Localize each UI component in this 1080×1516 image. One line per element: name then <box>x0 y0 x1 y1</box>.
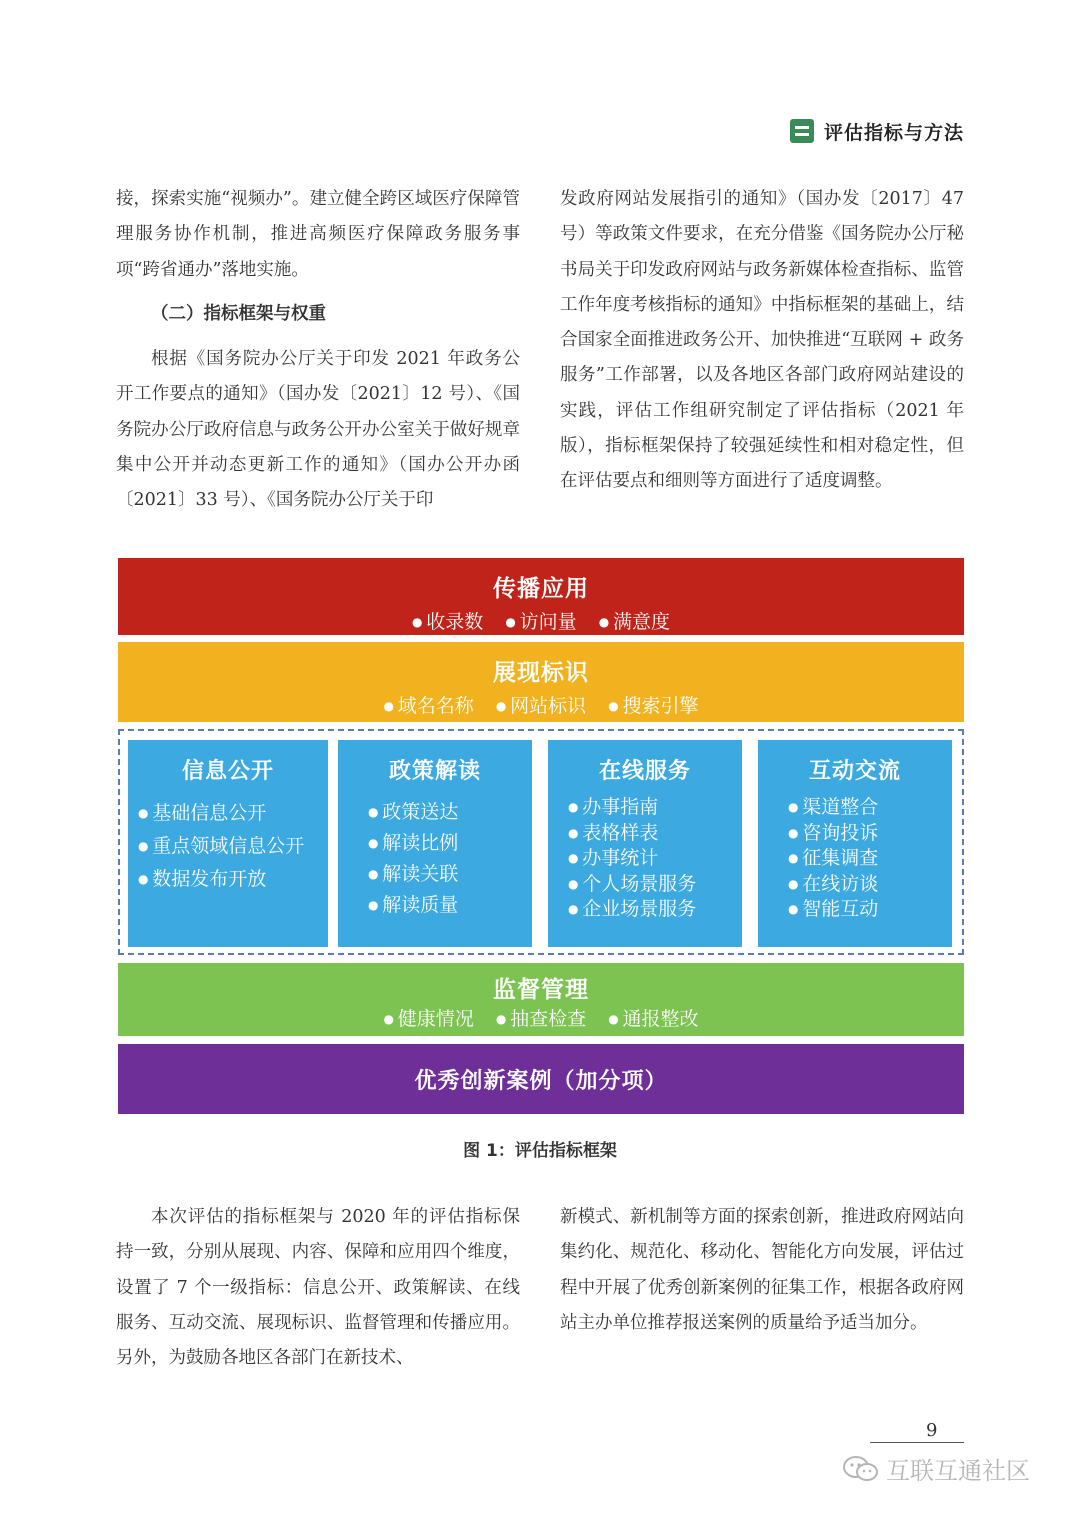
band-title: 优秀创新案例（加分项） <box>414 1069 668 1094</box>
card-item: ● 重点领域信息公开 <box>138 830 328 863</box>
section-number-icon <box>790 119 814 143</box>
card-list <box>548 795 742 923</box>
card-title: 在线服务 <box>598 759 691 784</box>
card-item: ● 解读质量 <box>368 890 532 921</box>
band-supervision <box>118 963 964 1036</box>
card-item: ● 智能互动 <box>788 897 952 923</box>
card-item: ● 个人场景服务 <box>568 872 742 898</box>
card-item: ● 政策送达 <box>368 797 532 828</box>
card-title: 信息公开 <box>181 759 274 784</box>
band-title: 监督管理 <box>493 977 589 1003</box>
band-items <box>118 607 964 634</box>
content-indicators-group <box>118 729 964 955</box>
right-column <box>560 182 964 500</box>
card-item: ● 咨询投诉 <box>788 821 952 847</box>
band-items <box>118 691 964 718</box>
band-dissemination <box>118 558 964 635</box>
card-item: ● 解读比例 <box>368 828 532 859</box>
watermark <box>842 1451 1030 1486</box>
band-item: ● 搜索引擎 <box>608 695 698 717</box>
card-item: ● 企业场景服务 <box>568 897 742 923</box>
card-list <box>338 797 532 921</box>
figure-caption: 图 1：评估指标框架 <box>463 1141 617 1161</box>
card-item: ● 数据发布开放 <box>138 863 328 896</box>
bottom-right-paragraph: 新模式、新机制等方面的探索创新，推进政府网站向集约化、规范化、移动化、智能化方向发展，评估过程中开展了优秀创新案例的征集工作，根据各政府网站主办单位推荐报送案例的质量给予适当加分。 <box>560 1207 964 1333</box>
band-item: ● 健康情况 <box>383 1008 473 1030</box>
page-number-rule <box>870 1442 964 1443</box>
card-list <box>128 797 328 896</box>
right-paragraph-1: 发政府网站发展指引的通知》（国办发〔2017〕47 号）等政策文件要求，在充分借鉴《国务院办公厅秘书局关于印发政府网站与政务新媒体检查指标、监管工作年度考核指标的通知》中指标框架的基础上，结合国家全面推进政务公开、加快推进“互联网 + 政务服务”工作部署，以及各地区各部门政府网站建设的实践，评估工作组研究制定了评估指标（2021 年版），指标框架保持了较强延续性和相对稳定性，但在评估要点和细则等方面进行了适度调整。 <box>560 189 964 492</box>
indicator-framework-figure <box>118 558 964 1114</box>
card-item: ● 解读关联 <box>368 859 532 890</box>
band-item: ● 收录数 <box>412 611 483 633</box>
wechat-icon <box>842 1455 880 1483</box>
card-item: ● 基础信息公开 <box>138 797 328 830</box>
card-policy-interpretation <box>338 740 532 947</box>
band-items <box>118 1004 964 1031</box>
card-item: ● 办事统计 <box>568 846 742 872</box>
left-paragraph-2: 根据《国务院办公厅关于印发 2021 年政务公开工作要点的通知》（国办发〔2021〕12 号）、《国务院办公厅政府信息与政务公开办公室关于做好规章集中公开并动态更新工作的通知》（国办公开办函〔2021〕33 号）、《国务院办公厅关于印 <box>116 349 520 511</box>
card-item: ● 在线访谈 <box>788 872 952 898</box>
band-item: ● 网站标识 <box>496 695 586 717</box>
card-title: 政策解读 <box>388 759 481 784</box>
card-info-disclosure <box>128 740 328 947</box>
card-item: ● 渠道整合 <box>788 795 952 821</box>
band-innovation-cases <box>118 1044 964 1114</box>
card-item: ● 征集调查 <box>788 846 952 872</box>
left-column <box>116 182 520 519</box>
card-item: ● 表格样表 <box>568 821 742 847</box>
card-item: ● 办事指南 <box>568 795 742 821</box>
band-title: 展现标识 <box>493 660 589 686</box>
band-item: ● 域名名称 <box>383 695 473 717</box>
page-number: 9 <box>926 1420 938 1441</box>
left-paragraph-1: 接，探索实施“视频办”。建立健全跨区域医疗保障管理服务协作机制，推进高频医疗保障政务服务事项“跨省通办”落地实施。 <box>116 189 520 280</box>
bottom-left-paragraph: 本次评估的指标框架与 2020 年的评估指标保持一致，分别从展现、内容、保障和应用四个维度，设置了 7 个一级指标：信息公开、政策解读、在线服务、互动交流、展现标识、监督管理和传播应用。另外，为鼓励各地区各部门在新技术、 <box>116 1207 520 1369</box>
bottom-left-column <box>116 1200 520 1376</box>
band-item: ● 满意度 <box>599 611 670 633</box>
section-header <box>790 117 964 145</box>
band-item: ● 访问量 <box>505 611 576 633</box>
band-title: 传播应用 <box>493 576 589 602</box>
bottom-right-column <box>560 1200 964 1341</box>
watermark-text: 互联互通社区 <box>886 1457 1030 1485</box>
card-interaction <box>758 740 952 947</box>
subsection-heading: （二）指标框架与权重 <box>151 303 326 324</box>
section-title: 评估指标与方法 <box>823 121 964 144</box>
card-title: 互动交流 <box>808 759 901 784</box>
card-online-service <box>548 740 742 947</box>
band-presentation <box>118 642 964 722</box>
band-item: ● 通报整改 <box>608 1008 698 1030</box>
card-list <box>758 795 952 923</box>
band-item: ● 抽查检查 <box>496 1008 586 1030</box>
